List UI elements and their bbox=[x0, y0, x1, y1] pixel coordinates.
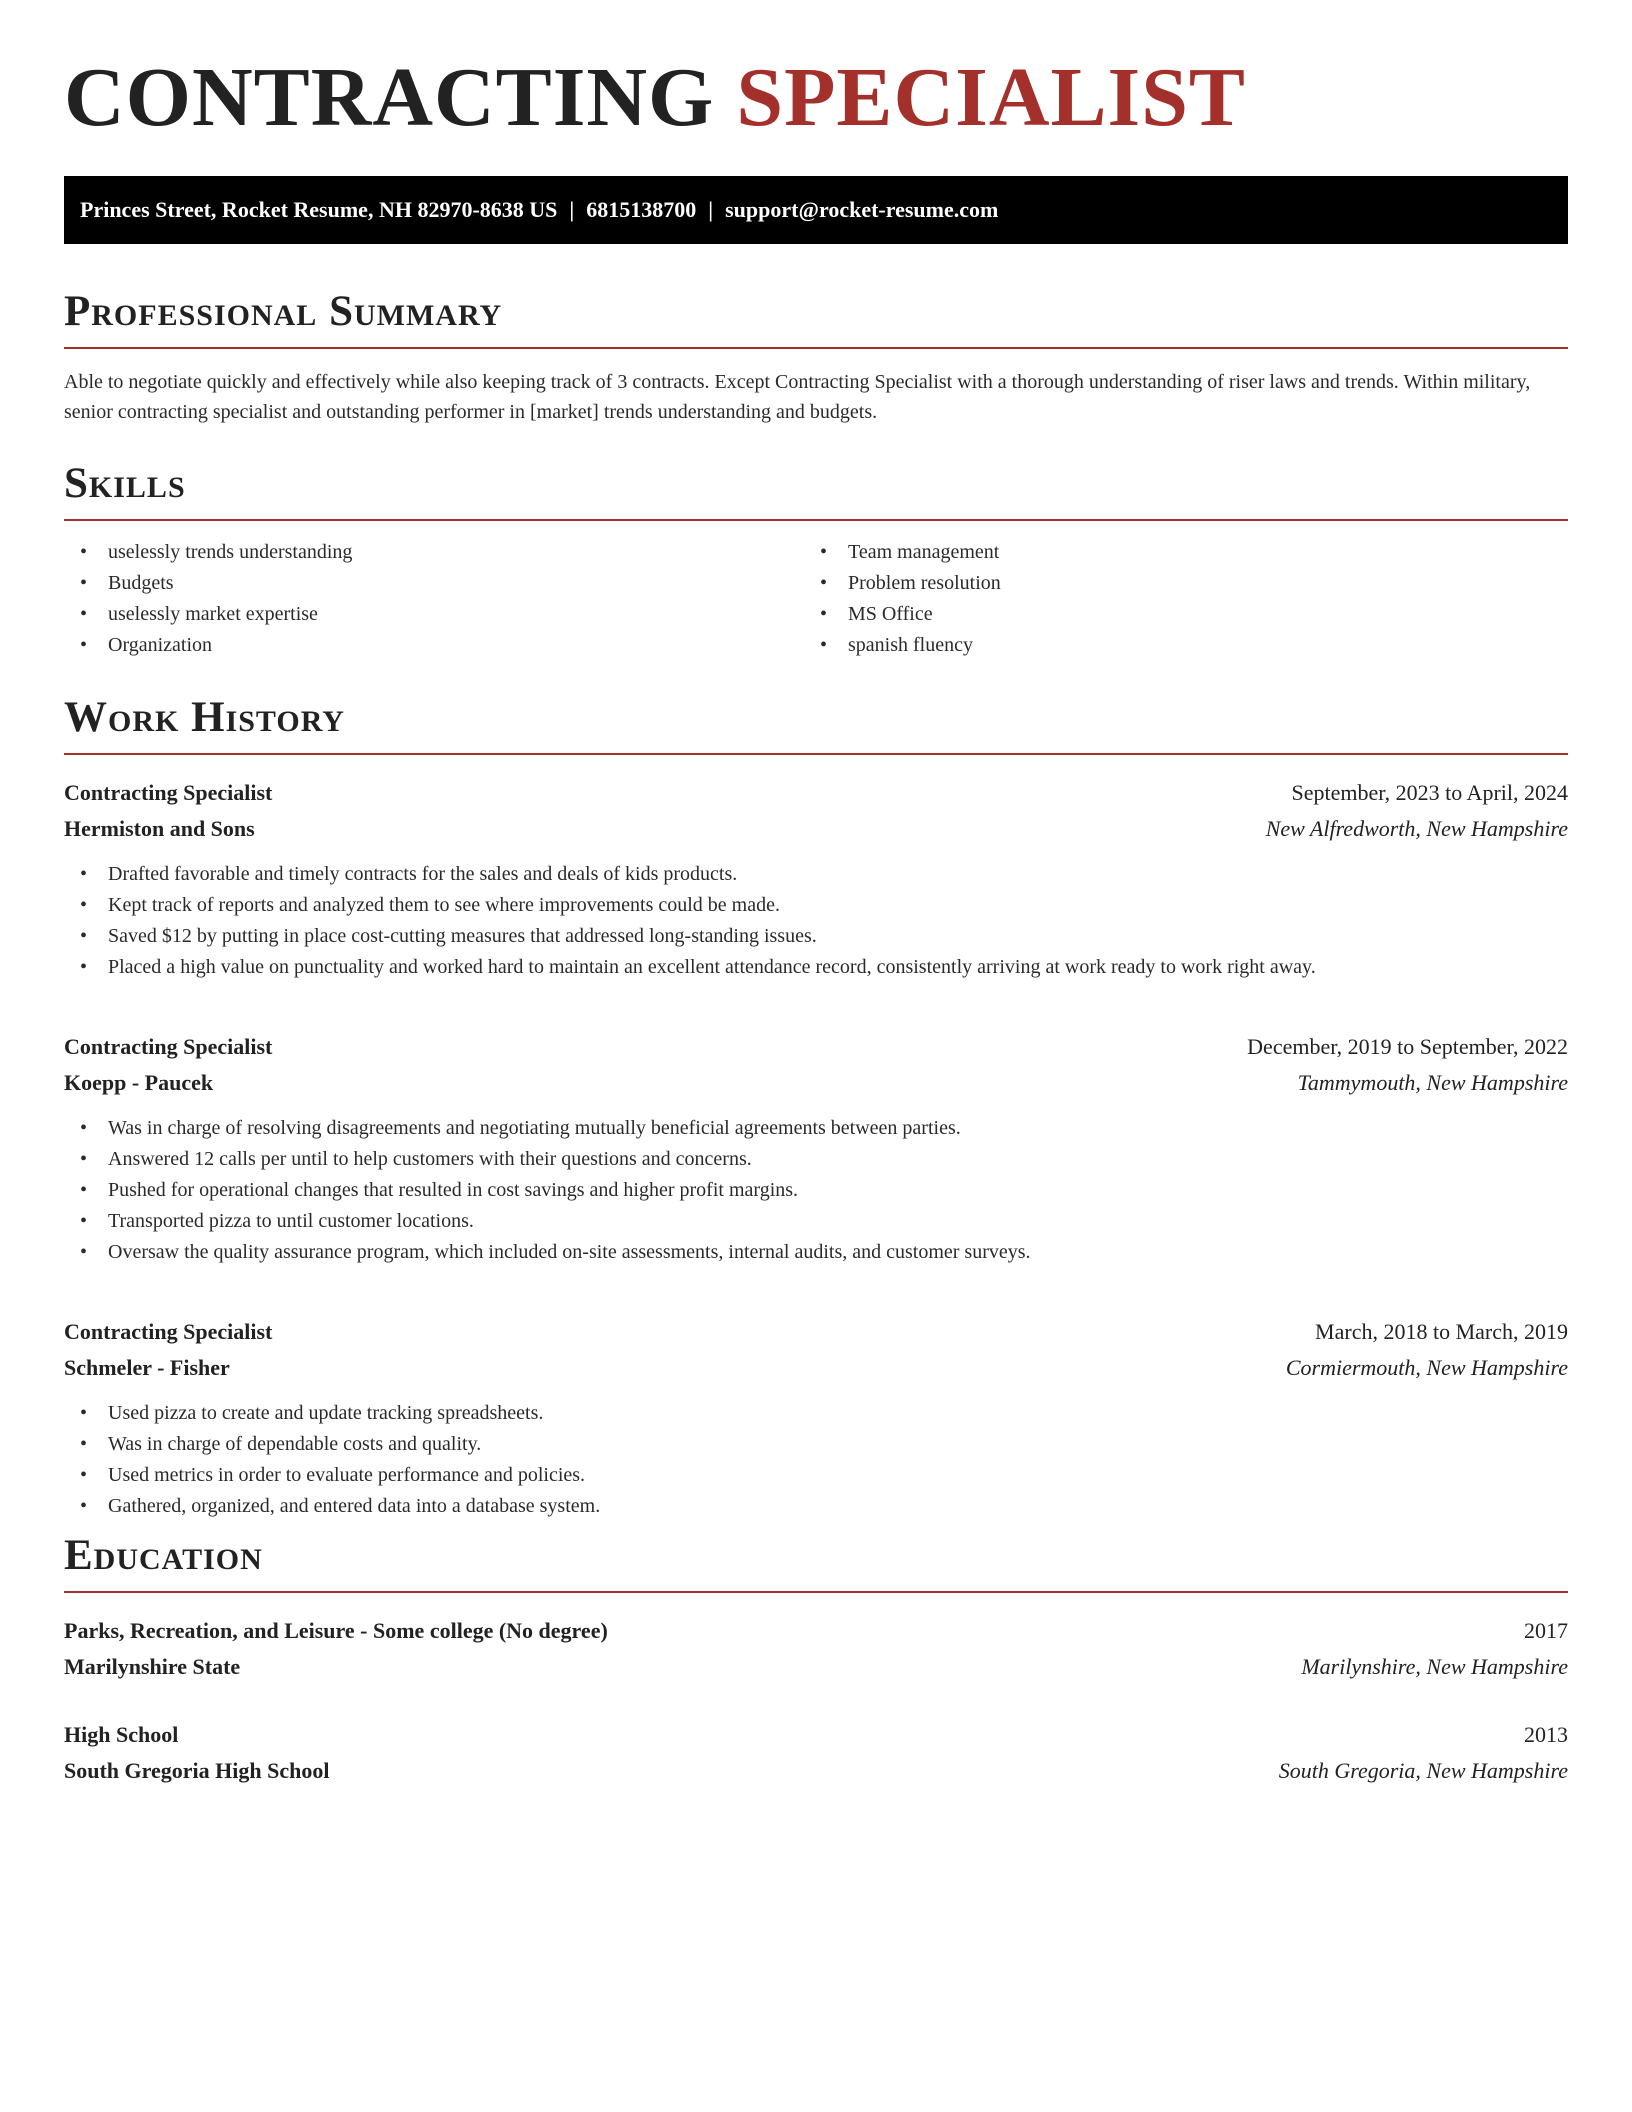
title-part-one: CONTRACTING bbox=[64, 51, 715, 144]
job-entry bbox=[64, 775, 1568, 983]
contact-phone: 6815138700 bbox=[586, 197, 697, 222]
job-bullets bbox=[64, 1398, 1568, 1522]
education-degree-row bbox=[64, 1613, 1568, 1649]
job-bullet: • Saved $12 by putting in place cost-cutting measures that addressed long-standing issues. bbox=[64, 921, 1568, 952]
job-location: Tammymouth, New Hampshire bbox=[1297, 1070, 1568, 1095]
job-bullet: • Was in charge of dependable costs and quality. bbox=[64, 1429, 1568, 1460]
education-degree: High School bbox=[64, 1722, 179, 1747]
summary-text: Able to negotiate quickly and effectively while also keeping track of 3 contracts. Except Contracting Specialist with a thorough understanding of riser laws and trends. Within military, senior contracting specialist and outstanding performer in [market] trends understanding and budgets. bbox=[64, 371, 1531, 423]
contact-separator: | bbox=[708, 197, 714, 222]
education-year: 2017 bbox=[1524, 1618, 1568, 1643]
education-school: Marilynshire State bbox=[64, 1654, 241, 1679]
education-degree-row bbox=[64, 1717, 1568, 1753]
job-title-row bbox=[64, 775, 1568, 811]
job-title: Contracting Specialist bbox=[64, 1034, 273, 1059]
job-dates: September, 2023 to April, 2024 bbox=[1291, 780, 1568, 805]
job-title: Contracting Specialist bbox=[64, 780, 273, 805]
job-title: Contracting Specialist bbox=[64, 1319, 273, 1344]
skills-columns bbox=[64, 537, 1568, 661]
education-school-row bbox=[64, 1753, 1568, 1789]
job-title-row bbox=[64, 1029, 1568, 1065]
job-entry bbox=[64, 1029, 1568, 1268]
skill-item: • Problem resolution bbox=[804, 568, 1544, 599]
job-dates: December, 2019 to September, 2022 bbox=[1247, 1034, 1568, 1059]
job-company: Koepp - Paucek bbox=[64, 1070, 214, 1095]
skill-item: • MS Office bbox=[804, 599, 1544, 630]
skills-section bbox=[64, 462, 1568, 661]
job-company-row bbox=[64, 1350, 1568, 1386]
skills-list-left bbox=[64, 537, 804, 661]
job-location: Cormiermouth, New Hampshire bbox=[1285, 1355, 1568, 1380]
education-degree: Parks, Recreation, and Leisure - Some college (No degree) bbox=[64, 1618, 608, 1643]
education-school: South Gregoria High School bbox=[64, 1758, 330, 1783]
contact-bar bbox=[64, 176, 1568, 244]
job-entry bbox=[64, 1314, 1568, 1522]
summary-heading: Professional Summary bbox=[64, 290, 1568, 349]
job-company-row bbox=[64, 811, 1568, 847]
job-bullet: • Used pizza to create and update tracking spreadsheets. bbox=[64, 1398, 1568, 1429]
job-company-row bbox=[64, 1065, 1568, 1101]
contact-separator: | bbox=[569, 197, 575, 222]
job-company: Hermiston and Sons bbox=[64, 816, 255, 841]
education-location: Marilynshire, New Hampshire bbox=[1301, 1654, 1568, 1679]
job-bullets bbox=[64, 859, 1568, 983]
job-bullet: • Kept track of reports and analyzed them to see where improvements could be made. bbox=[64, 890, 1568, 921]
job-bullet: • Transported pizza to until customer locations. bbox=[64, 1206, 1568, 1237]
job-bullet: • Answered 12 calls per until to help customers with their questions and concerns. bbox=[64, 1144, 1568, 1175]
job-bullet: • Oversaw the quality assurance program, which included on-site assessments, internal audits, and customer surveys. bbox=[64, 1237, 1568, 1268]
contact-email: support@rocket-resume.com bbox=[725, 197, 999, 222]
skill-item: • uselessly trends understanding bbox=[64, 537, 804, 568]
education-school-row bbox=[64, 1649, 1568, 1685]
work-history-section bbox=[64, 696, 1568, 1522]
job-bullet: • Pushed for operational changes that resulted in cost savings and higher profit margins. bbox=[64, 1175, 1568, 1206]
skills-list-right bbox=[804, 537, 1544, 661]
skill-item: • spanish fluency bbox=[804, 630, 1544, 661]
work-history-heading: Work History bbox=[64, 696, 1568, 755]
resume-title bbox=[64, 51, 1246, 144]
job-bullet: • Drafted favorable and timely contracts for the sales and deals of kids products. bbox=[64, 859, 1568, 890]
job-company: Schmeler - Fisher bbox=[64, 1355, 230, 1380]
skill-item: • Budgets bbox=[64, 568, 804, 599]
job-title-row bbox=[64, 1314, 1568, 1350]
job-bullet: • Was in charge of resolving disagreements and negotiating mutually beneficial agreements between parties. bbox=[64, 1113, 1568, 1144]
job-bullet: • Placed a high value on punctuality and worked hard to maintain an excellent attendance record, consistently arriving at work ready to work right away. bbox=[64, 952, 1568, 983]
contact-address: Princes Street, Rocket Resume, NH 82970-8638 US bbox=[80, 197, 558, 222]
education-section bbox=[64, 1534, 1568, 1789]
education-heading: Education bbox=[64, 1534, 1568, 1593]
job-bullet: • Used metrics in order to evaluate performance and policies. bbox=[64, 1460, 1568, 1491]
skill-item: • Organization bbox=[64, 630, 804, 661]
education-year: 2013 bbox=[1524, 1722, 1568, 1747]
skill-item: • uselessly market expertise bbox=[64, 599, 804, 630]
job-location: New Alfredworth, New Hampshire bbox=[1265, 816, 1568, 841]
title-part-two: SPECIALIST bbox=[736, 51, 1246, 144]
job-bullets bbox=[64, 1113, 1568, 1268]
skills-heading: Skills bbox=[64, 462, 1568, 521]
summary-section bbox=[64, 290, 1568, 427]
education-location: South Gregoria, New Hampshire bbox=[1278, 1758, 1568, 1783]
job-bullet: • Gathered, organized, and entered data into a database system. bbox=[64, 1491, 1568, 1522]
job-dates: March, 2018 to March, 2019 bbox=[1315, 1319, 1568, 1344]
education-entry bbox=[64, 1717, 1568, 1789]
skill-item: • Team management bbox=[804, 537, 1544, 568]
education-entry bbox=[64, 1613, 1568, 1685]
